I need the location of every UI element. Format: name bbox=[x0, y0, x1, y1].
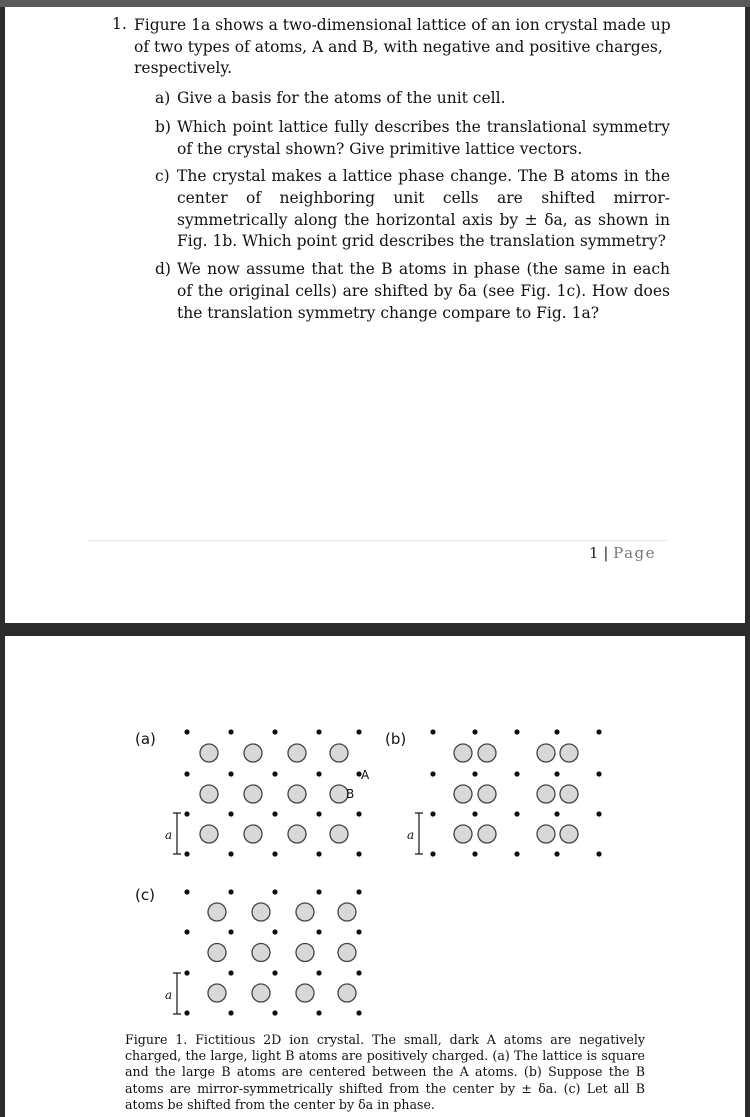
atom-a bbox=[430, 771, 435, 776]
panel-label-a: (a) bbox=[135, 730, 156, 748]
atom-a bbox=[356, 889, 361, 894]
atom-a bbox=[430, 811, 435, 816]
atom-a bbox=[596, 851, 601, 856]
atom-b bbox=[296, 944, 314, 962]
atom-a bbox=[184, 970, 189, 975]
atom-b bbox=[288, 825, 306, 843]
atom-a bbox=[472, 729, 477, 734]
atom-a bbox=[228, 929, 233, 934]
atom-a bbox=[316, 729, 321, 734]
atom-a bbox=[514, 811, 519, 816]
atom-a bbox=[228, 729, 233, 734]
atom-a bbox=[472, 811, 477, 816]
atom-a bbox=[316, 851, 321, 856]
atom-a bbox=[356, 811, 361, 816]
atom-a bbox=[316, 929, 321, 934]
atom-b bbox=[252, 903, 270, 921]
spacing-marker-c bbox=[173, 973, 181, 1014]
atom-b bbox=[200, 825, 218, 843]
page-2 bbox=[5, 636, 745, 1117]
atom-a bbox=[272, 811, 277, 816]
spacing-label-a: a bbox=[165, 828, 173, 842]
atom-a bbox=[184, 889, 189, 894]
atom-b bbox=[244, 825, 262, 843]
atom-a bbox=[184, 771, 189, 776]
page-separator: | bbox=[603, 544, 609, 562]
atom-a bbox=[356, 970, 361, 975]
spacing-marker-a bbox=[173, 813, 181, 854]
atom-a bbox=[228, 811, 233, 816]
atom-b bbox=[454, 785, 472, 803]
item-text: We now assume that the B atoms in phase (the same in each of the original cells) are shifted by δa (see Fig. 1c). How does the translation symmetry change compare to Fig. 1a? bbox=[177, 260, 670, 322]
atom-b bbox=[200, 785, 218, 803]
item-text: The crystal makes a lattice phase change. The B atoms in the center of neighboring unit cells are shifted mirror-symmetrically along the horizontal axis by ± δa, as shown in Fig. 1b. Which point grid describes the translation symmetry? bbox=[177, 167, 670, 251]
atom-a bbox=[272, 970, 277, 975]
question-intro: Figure 1a shows a two-dimensional lattice of an ion crystal made up of two types of atoms, A and B, with negative and positive charges, respectively. bbox=[134, 16, 671, 77]
atom-b bbox=[244, 744, 262, 762]
atom-a bbox=[554, 851, 559, 856]
atom-a bbox=[228, 970, 233, 975]
page-number: 1 bbox=[589, 544, 599, 562]
atom-a bbox=[554, 771, 559, 776]
lattice-atoms bbox=[184, 729, 601, 1015]
atom-label-a: A bbox=[361, 768, 370, 782]
atom-b bbox=[338, 903, 356, 921]
atom-b bbox=[537, 825, 555, 843]
atom-b bbox=[296, 903, 314, 921]
atom-a bbox=[596, 771, 601, 776]
page-word: Page bbox=[613, 544, 657, 562]
question-item-c bbox=[155, 166, 670, 253]
atom-a bbox=[272, 1010, 277, 1015]
atom-a bbox=[596, 811, 601, 816]
atom-a bbox=[356, 729, 361, 734]
footer-divider bbox=[87, 540, 667, 541]
spacing-label-c: a bbox=[165, 988, 173, 1002]
atom-b bbox=[252, 944, 270, 962]
atom-b bbox=[338, 984, 356, 1002]
item-label: c) bbox=[155, 167, 170, 185]
atom-b bbox=[208, 984, 226, 1002]
item-label: b) bbox=[155, 118, 171, 136]
atom-b bbox=[478, 785, 496, 803]
atom-b bbox=[338, 944, 356, 962]
item-label: a) bbox=[155, 89, 171, 107]
atom-a bbox=[316, 811, 321, 816]
atom-label-b: B bbox=[346, 787, 355, 801]
atom-b bbox=[252, 984, 270, 1002]
atom-b bbox=[454, 825, 472, 843]
atom-a bbox=[184, 1010, 189, 1015]
atom-a bbox=[596, 729, 601, 734]
atom-b bbox=[288, 744, 306, 762]
atom-a bbox=[356, 1010, 361, 1015]
atom-a bbox=[514, 771, 519, 776]
atom-a bbox=[554, 811, 559, 816]
atom-b bbox=[296, 984, 314, 1002]
atom-a bbox=[316, 889, 321, 894]
atom-a bbox=[316, 771, 321, 776]
figure-caption: Figure 1. Fictitious 2D ion crystal. The small, dark A atoms are negatively charged, the large, light B atoms are positively charged. (a) The lattice is square and the large B atoms are centered between the A atoms. (b) Suppose the B atoms are mirror-symmetrically shifted from the center by ± δa. (c) Let all B atoms be shifted from the center by δa in phase. bbox=[125, 1032, 645, 1112]
atom-b bbox=[478, 744, 496, 762]
atom-a bbox=[184, 929, 189, 934]
spacing-label-b: a bbox=[407, 828, 415, 842]
atom-b bbox=[560, 744, 578, 762]
atom-b bbox=[560, 785, 578, 803]
atom-b bbox=[288, 785, 306, 803]
question-item-b bbox=[155, 117, 670, 161]
atom-a bbox=[430, 729, 435, 734]
atom-a bbox=[272, 771, 277, 776]
atom-b bbox=[330, 825, 348, 843]
atom-a bbox=[316, 1010, 321, 1015]
atom-a bbox=[514, 851, 519, 856]
atom-a bbox=[472, 851, 477, 856]
atom-a bbox=[228, 851, 233, 856]
atom-a bbox=[228, 889, 233, 894]
page-1 bbox=[5, 7, 745, 623]
panel-label-b: (b) bbox=[385, 730, 407, 748]
atom-a bbox=[272, 929, 277, 934]
atom-a bbox=[430, 851, 435, 856]
question-item-a bbox=[155, 88, 670, 110]
atom-a bbox=[514, 729, 519, 734]
atom-b bbox=[478, 825, 496, 843]
atom-a bbox=[316, 970, 321, 975]
atom-b bbox=[537, 744, 555, 762]
item-text: Give a basis for the atoms of the unit cell. bbox=[177, 89, 506, 107]
atom-a bbox=[184, 811, 189, 816]
atom-b bbox=[208, 944, 226, 962]
lattice-figure bbox=[5, 636, 745, 1036]
atom-a bbox=[228, 771, 233, 776]
atom-a bbox=[272, 851, 277, 856]
atom-b bbox=[537, 785, 555, 803]
atom-a bbox=[272, 729, 277, 734]
atom-b bbox=[560, 825, 578, 843]
page-footer bbox=[589, 544, 656, 562]
atom-b bbox=[208, 903, 226, 921]
atom-b bbox=[454, 744, 472, 762]
question-item-d bbox=[155, 259, 670, 324]
spacing-marker-b bbox=[415, 813, 423, 854]
atom-a bbox=[472, 771, 477, 776]
atom-b bbox=[330, 744, 348, 762]
atom-a bbox=[554, 729, 559, 734]
item-text: Which point lattice fully describes the translational symmetry of the crystal shown? Give primitive lattice vectors. bbox=[177, 118, 670, 158]
atom-a bbox=[356, 929, 361, 934]
top-bar bbox=[0, 0, 750, 7]
atom-b bbox=[200, 744, 218, 762]
question-number: 1. bbox=[112, 15, 127, 33]
item-label: d) bbox=[155, 260, 171, 278]
atom-a bbox=[272, 889, 277, 894]
atom-b bbox=[244, 785, 262, 803]
atom-a bbox=[184, 851, 189, 856]
atom-a bbox=[228, 1010, 233, 1015]
panel-label-c: (c) bbox=[135, 886, 155, 904]
atom-a bbox=[356, 851, 361, 856]
atom-a bbox=[184, 729, 189, 734]
